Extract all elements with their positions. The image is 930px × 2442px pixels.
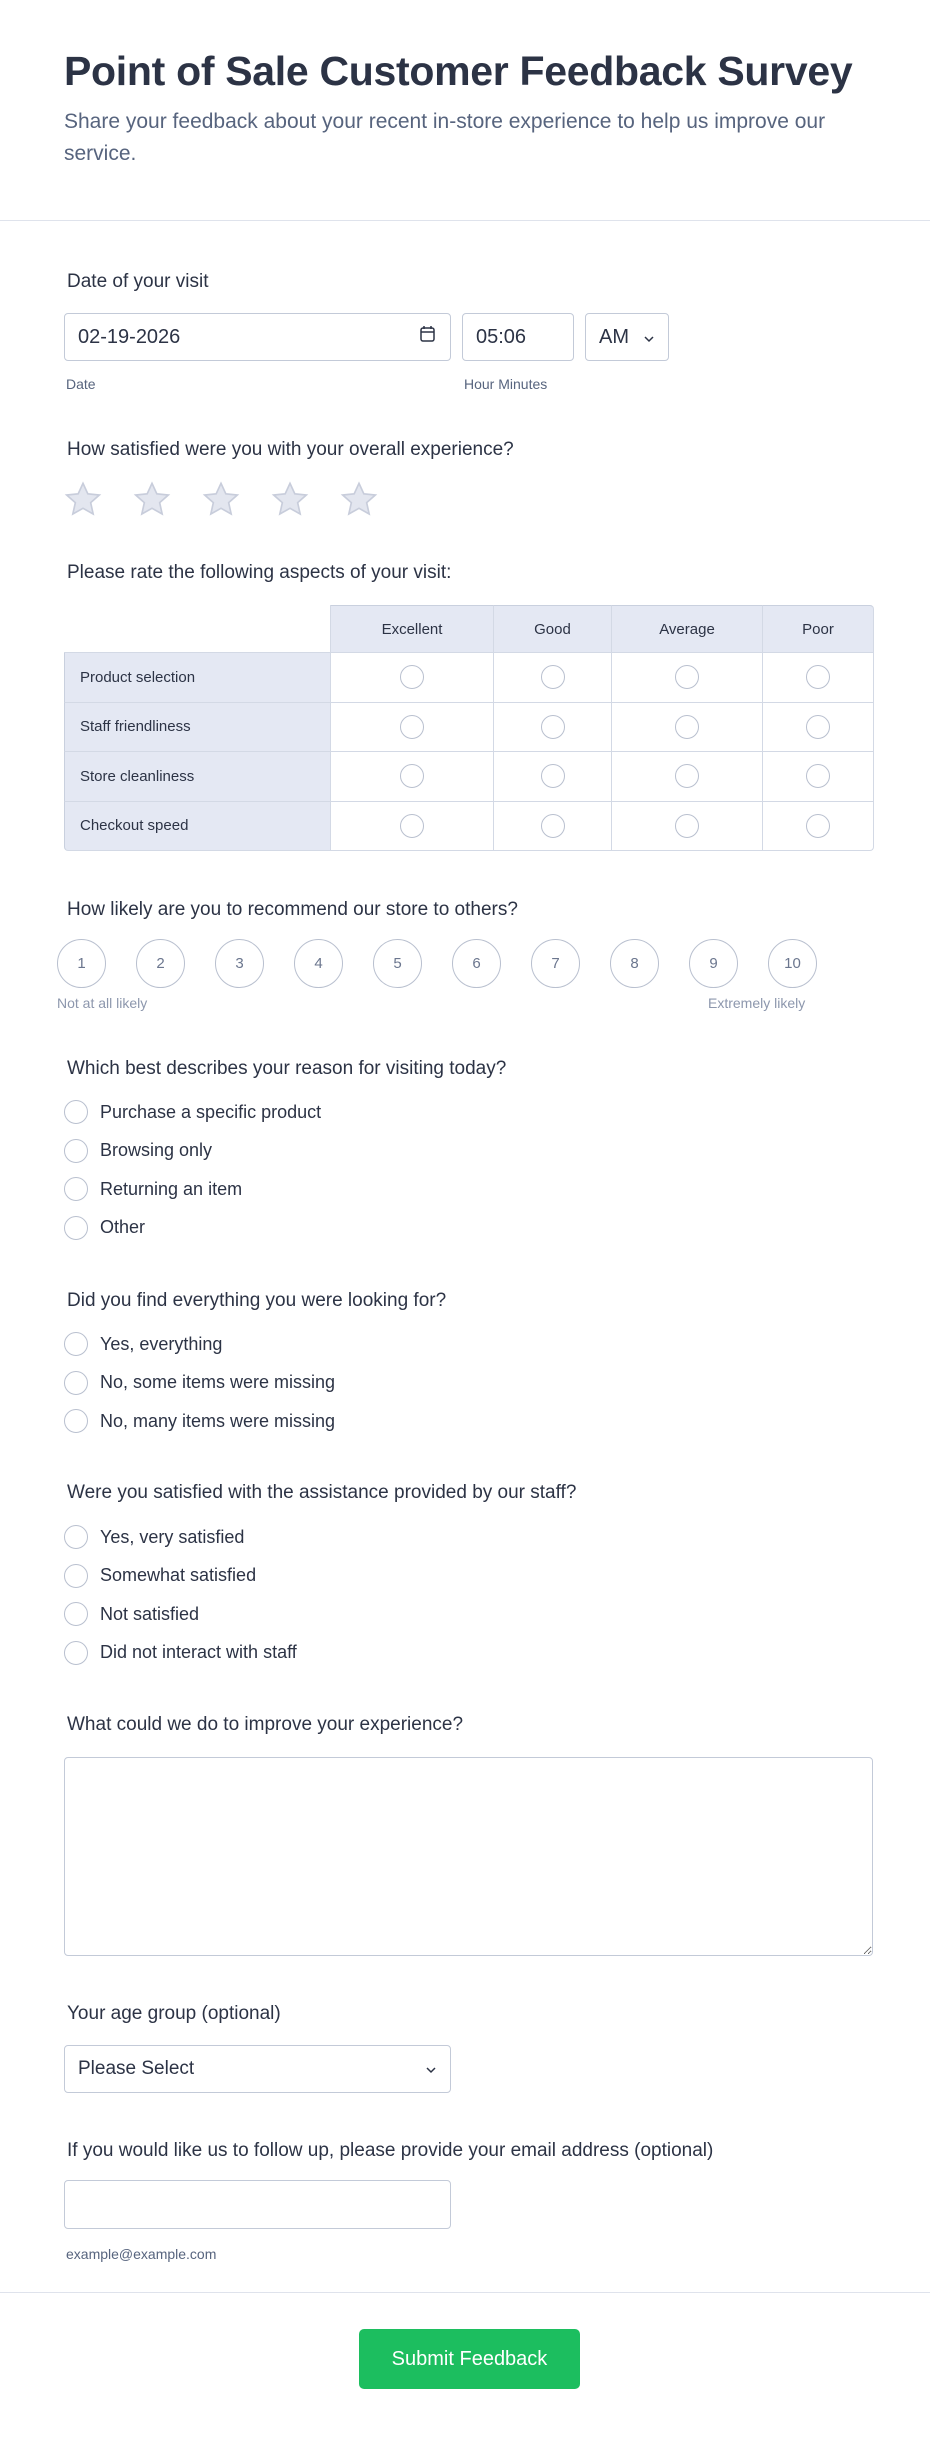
option-label: Yes, everything <box>100 1333 223 1354</box>
option-label: Not satisfied <box>100 1603 200 1624</box>
matrix-cell <box>494 802 612 852</box>
star-icon[interactable] <box>339 480 379 520</box>
page-subtitle: Share your feedback about your recent in-store experience to help us improve our service. <box>64 110 826 165</box>
satisfaction-label: How satisfied were you with your overall experience? <box>67 439 514 460</box>
header-divider <box>0 220 930 221</box>
scale-option[interactable]: 6 <box>452 939 501 988</box>
matrix-radio[interactable] <box>400 764 424 788</box>
calendar-icon[interactable] <box>419 324 437 350</box>
matrix-cell <box>331 653 494 703</box>
matrix-radio[interactable] <box>675 814 699 838</box>
age-select[interactable] <box>64 2045 451 2093</box>
radio-button[interactable] <box>64 1371 88 1395</box>
chevron-down-icon <box>643 326 655 349</box>
option-label: Somewhat satisfied <box>100 1565 257 1585</box>
matrix-row <box>64 752 874 802</box>
recommend-label: How likely are you to recommend our store to others? <box>67 899 518 920</box>
option-label: Browsing only <box>100 1140 213 1160</box>
matrix-radio[interactable] <box>806 764 830 788</box>
staff-option[interactable] <box>64 1602 199 1626</box>
matrix-radio[interactable] <box>541 814 565 838</box>
star-icon[interactable] <box>63 480 103 520</box>
reason-label: Which best describes your reason for visiting today? <box>67 1058 507 1079</box>
found-option[interactable] <box>64 1409 335 1433</box>
option-label: Other <box>100 1217 146 1237</box>
radio-button[interactable] <box>64 1525 88 1549</box>
improve-textarea[interactable] <box>64 1757 873 1956</box>
scale-option[interactable]: 3 <box>215 939 264 988</box>
scale-option[interactable]: 8 <box>610 939 659 988</box>
matrix-row-label: Checkout speed <box>64 802 331 852</box>
date-sublabel: Date <box>66 376 96 392</box>
option-label: Yes, very satisfied <box>100 1526 245 1547</box>
matrix-cell <box>612 703 763 753</box>
found-option[interactable] <box>64 1371 335 1395</box>
matrix-cell <box>331 802 494 852</box>
matrix-radio[interactable] <box>806 814 830 838</box>
email-label: If you would like us to follow up, please provide your email address (optional) <box>67 2140 714 2161</box>
matrix-column-header: Excellent <box>331 605 494 653</box>
matrix-radio[interactable] <box>675 764 699 788</box>
matrix-cell <box>494 703 612 753</box>
option-label: No, some items were missing <box>100 1372 336 1392</box>
staff-label: Were you satisfied with the assistance provided by our staff? <box>67 1482 577 1503</box>
radio-button[interactable] <box>64 1332 88 1356</box>
matrix-column-header: Good <box>494 605 612 653</box>
matrix-radio[interactable] <box>400 814 424 838</box>
footer-divider <box>0 2292 930 2293</box>
time-sublabel: Hour Minutes <box>464 376 548 392</box>
matrix-row-label: Store cleanliness <box>64 752 331 802</box>
matrix-cell <box>763 653 874 703</box>
radio-button[interactable] <box>64 1409 88 1433</box>
matrix-row-label: Staff friendliness <box>64 703 331 753</box>
matrix-cell <box>763 752 874 802</box>
matrix-corner <box>64 605 331 653</box>
date-value: 02-19-2026 <box>78 325 181 348</box>
improve-label: What could we do to improve your experience? <box>67 1714 464 1735</box>
rating-matrix <box>64 605 874 851</box>
option-label: Did not interact with staff <box>100 1642 297 1662</box>
radio-button[interactable] <box>64 1100 88 1124</box>
reason-option[interactable] <box>64 1100 321 1124</box>
matrix-column-header: Average <box>612 605 763 653</box>
ampm-value: AM <box>599 325 629 348</box>
matrix-radio[interactable] <box>675 715 699 739</box>
scale-option[interactable]: 9 <box>689 939 738 988</box>
staff-option[interactable] <box>64 1525 244 1549</box>
matrix-cell <box>494 653 612 703</box>
radio-button[interactable] <box>64 1177 88 1201</box>
matrix-cell <box>331 752 494 802</box>
radio-button[interactable] <box>64 1139 88 1163</box>
star-icon[interactable] <box>270 480 310 520</box>
staff-option[interactable] <box>64 1641 297 1665</box>
matrix-radio[interactable] <box>400 715 424 739</box>
reason-option[interactable] <box>64 1216 145 1240</box>
scale-option[interactable]: 1 <box>57 939 106 988</box>
matrix-cell <box>612 802 763 852</box>
star-icon[interactable] <box>132 480 172 520</box>
radio-button[interactable] <box>64 1564 88 1588</box>
scale-option[interactable]: 10 <box>768 939 817 988</box>
radio-button[interactable] <box>64 1216 88 1240</box>
matrix-radio[interactable] <box>541 715 565 739</box>
email-input[interactable] <box>64 2180 451 2229</box>
matrix-radio[interactable] <box>675 665 699 689</box>
found-option[interactable] <box>64 1332 222 1356</box>
matrix-row-label: Product selection <box>64 653 331 703</box>
matrix-row <box>64 703 874 753</box>
reason-option[interactable] <box>64 1139 212 1163</box>
option-label: No, many items were missing <box>100 1410 336 1431</box>
matrix-label: Please rate the following aspects of your visit: <box>67 562 452 583</box>
scale-option[interactable]: 5 <box>373 939 422 988</box>
date-input[interactable] <box>64 313 451 361</box>
found-label: Did you find everything you were looking for? <box>67 1290 447 1311</box>
matrix-radio[interactable] <box>541 665 565 689</box>
scale-high-label: Extremely likely <box>708 995 806 1011</box>
page-title: Point of Sale Customer Feedback Survey <box>64 48 853 94</box>
matrix-radio[interactable] <box>806 665 830 689</box>
matrix-cell <box>612 653 763 703</box>
age-label: Your age group (optional) <box>67 2003 281 2024</box>
matrix-cell <box>331 703 494 753</box>
matrix-cell <box>763 802 874 852</box>
ampm-select[interactable] <box>585 313 669 361</box>
email-helper: example@example.com <box>66 2246 217 2262</box>
matrix-column-header: Poor <box>763 605 874 653</box>
matrix-radio[interactable] <box>541 764 565 788</box>
matrix-radio[interactable] <box>806 715 830 739</box>
matrix-radio[interactable] <box>400 665 424 689</box>
scale-low-label: Not at all likely <box>57 995 148 1011</box>
scale-option[interactable]: 7 <box>531 939 580 988</box>
matrix-row <box>64 802 874 852</box>
matrix-cell <box>612 752 763 802</box>
option-label: Purchase a specific product <box>100 1101 322 1122</box>
option-label: Returning an item <box>100 1178 243 1199</box>
time-input[interactable]: 05:06 <box>462 313 574 361</box>
staff-option[interactable] <box>64 1564 256 1588</box>
recommend-scale <box>57 939 817 988</box>
star-rating <box>63 480 379 520</box>
reason-option[interactable] <box>64 1177 242 1201</box>
matrix-cell <box>494 752 612 802</box>
chevron-down-icon <box>425 2058 437 2080</box>
age-selected: Please Select <box>78 2058 195 2079</box>
submit-button[interactable]: Submit Feedback <box>359 2329 580 2389</box>
radio-button[interactable] <box>64 1602 88 1626</box>
star-icon[interactable] <box>201 480 241 520</box>
scale-option[interactable]: 4 <box>294 939 343 988</box>
radio-button[interactable] <box>64 1641 88 1665</box>
matrix-row <box>64 653 874 703</box>
scale-option[interactable]: 2 <box>136 939 185 988</box>
matrix-cell <box>763 703 874 753</box>
visit-date-label: Date of your visit <box>67 271 209 292</box>
